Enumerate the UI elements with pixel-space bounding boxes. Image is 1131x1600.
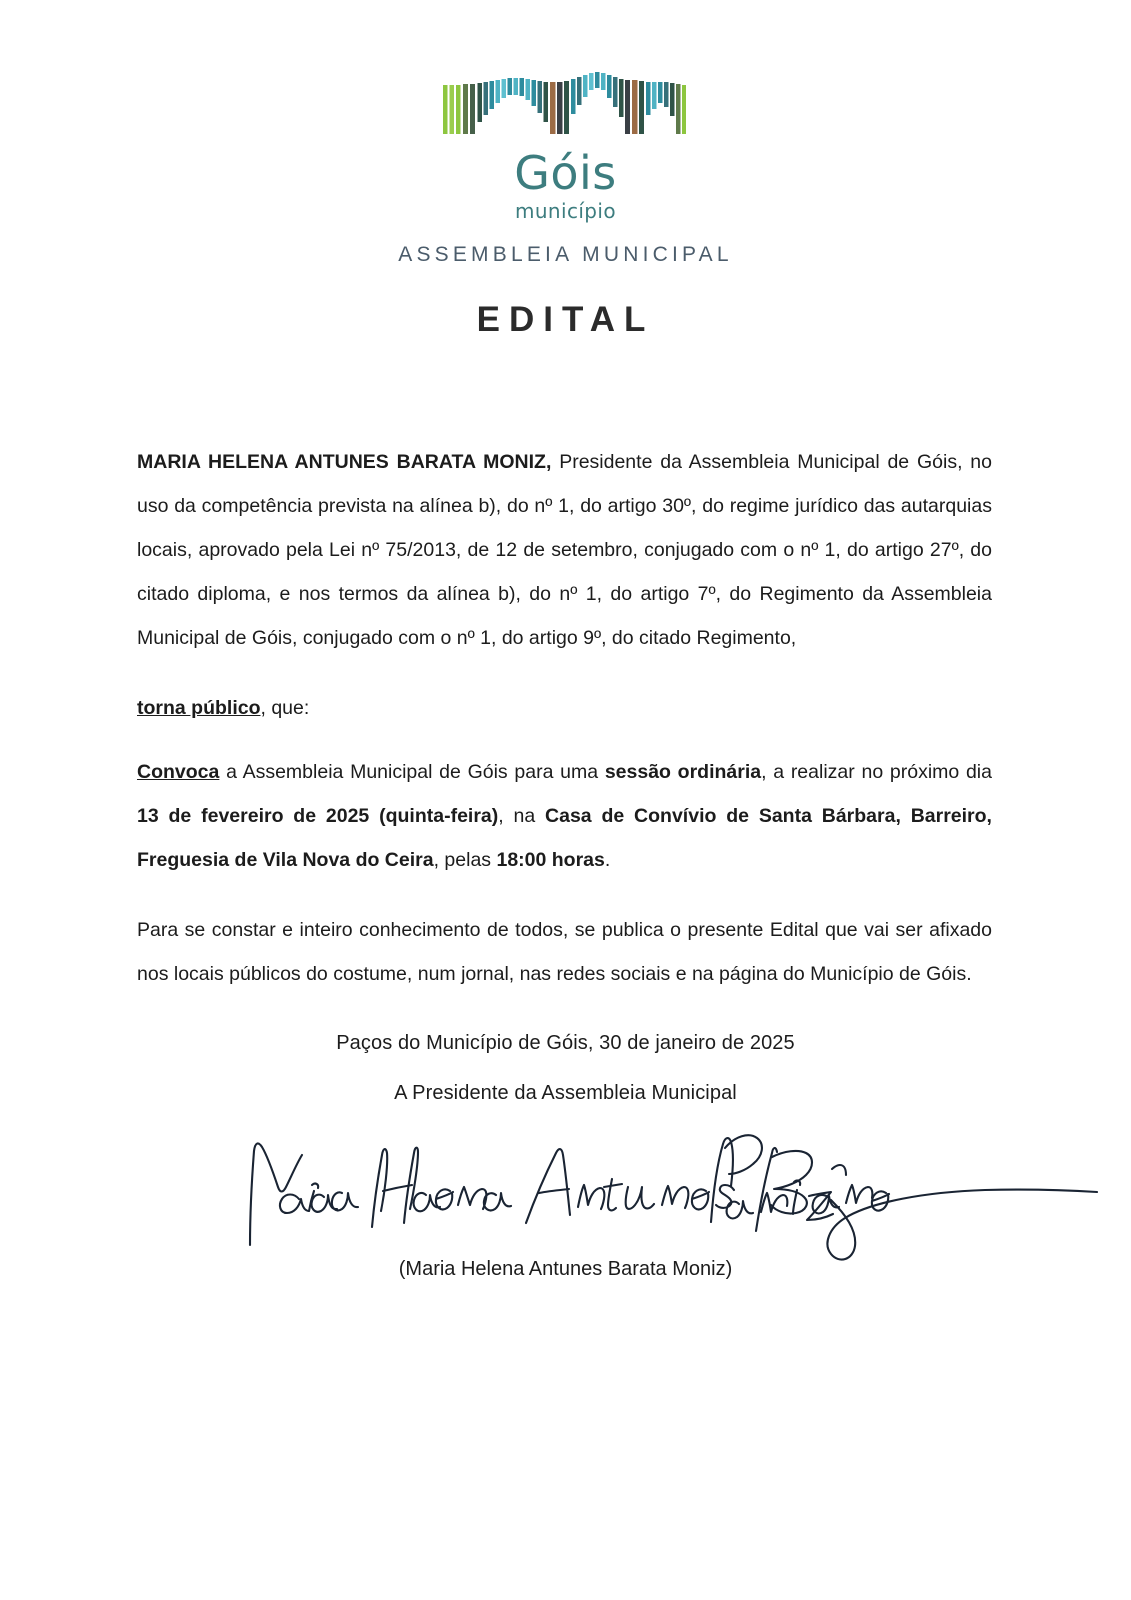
page-title: EDITAL xyxy=(476,300,655,339)
session-location: Casa de Convívio de Santa Bárbara, Barreiro, Freguesia de Vila Nova do Ceira xyxy=(137,805,992,871)
session-type: sessão ordinária xyxy=(604,761,762,783)
torna-publico-emphasis: torna público xyxy=(137,697,261,719)
preamble-text: Presidente da Assembleia Municipal de Góis, no uso da competência prevista na alínea b), do nº 1, do artigo 30º, do regime jurídico das autarquias locais, aprovado pela Lei nº 75/2013, de 12 de setembro, conjugado com o nº 1, do artigo 27º, do citado diploma, e nos termos da alínea b), do nº 1, do artigo 7º, do Regimento da Assembleia Municipal de Góis, conjugado com o nº 1, do artigo 9º, do citado Regimento, xyxy=(137,451,992,649)
document-body xyxy=(137,440,992,1022)
convocation-seg-2: , a realizar no próximo dia xyxy=(761,761,992,783)
paragraph-publication: Para se constar e inteiro conhecimento de todos, se publica o presente Edital que vai ser afixado nos locais públicos do costume, num jornal, nas redes sociais e na página do Município de Góis. xyxy=(137,919,992,985)
convoca-emphasis: Convoca xyxy=(137,761,220,783)
signatory-printed-name: (Maria Helena Antunes Barata Moniz) xyxy=(398,1258,733,1280)
convocation-seg-4: , pelas xyxy=(433,849,497,871)
convocation-seg-1: a Assembleia Municipal de Góis para uma xyxy=(219,761,605,783)
closing-block xyxy=(0,1032,1131,1105)
wordmark-main: Góis xyxy=(514,146,617,200)
signatory-role: A Presidente da Assembleia Municipal xyxy=(394,1082,737,1104)
organization-name: ASSEMBLEIA MUNICIPAL xyxy=(398,243,733,266)
session-date: 13 de fevereiro de 2025 (quinta-feira) xyxy=(137,805,499,827)
paragraph-torna-publico xyxy=(137,686,992,730)
place-and-date: Paços do Município de Góis, 30 de janeiro de 2025 xyxy=(336,1032,795,1054)
gois-bridge-logo-icon xyxy=(443,72,689,134)
letterhead xyxy=(0,0,1131,267)
president-name: MARIA HELENA ANTUNES BARATA MONIZ, xyxy=(137,451,552,473)
session-time: 18:00 horas xyxy=(496,849,605,871)
wordmark xyxy=(514,146,617,223)
convocation-seg-5: . xyxy=(604,849,611,871)
convocation-seg-3: , na xyxy=(498,805,546,827)
torna-publico-rest: , que: xyxy=(260,697,310,719)
wordmark-sub: município xyxy=(514,199,617,223)
paragraph-preamble xyxy=(137,440,992,660)
paragraph-convocation xyxy=(137,750,992,882)
